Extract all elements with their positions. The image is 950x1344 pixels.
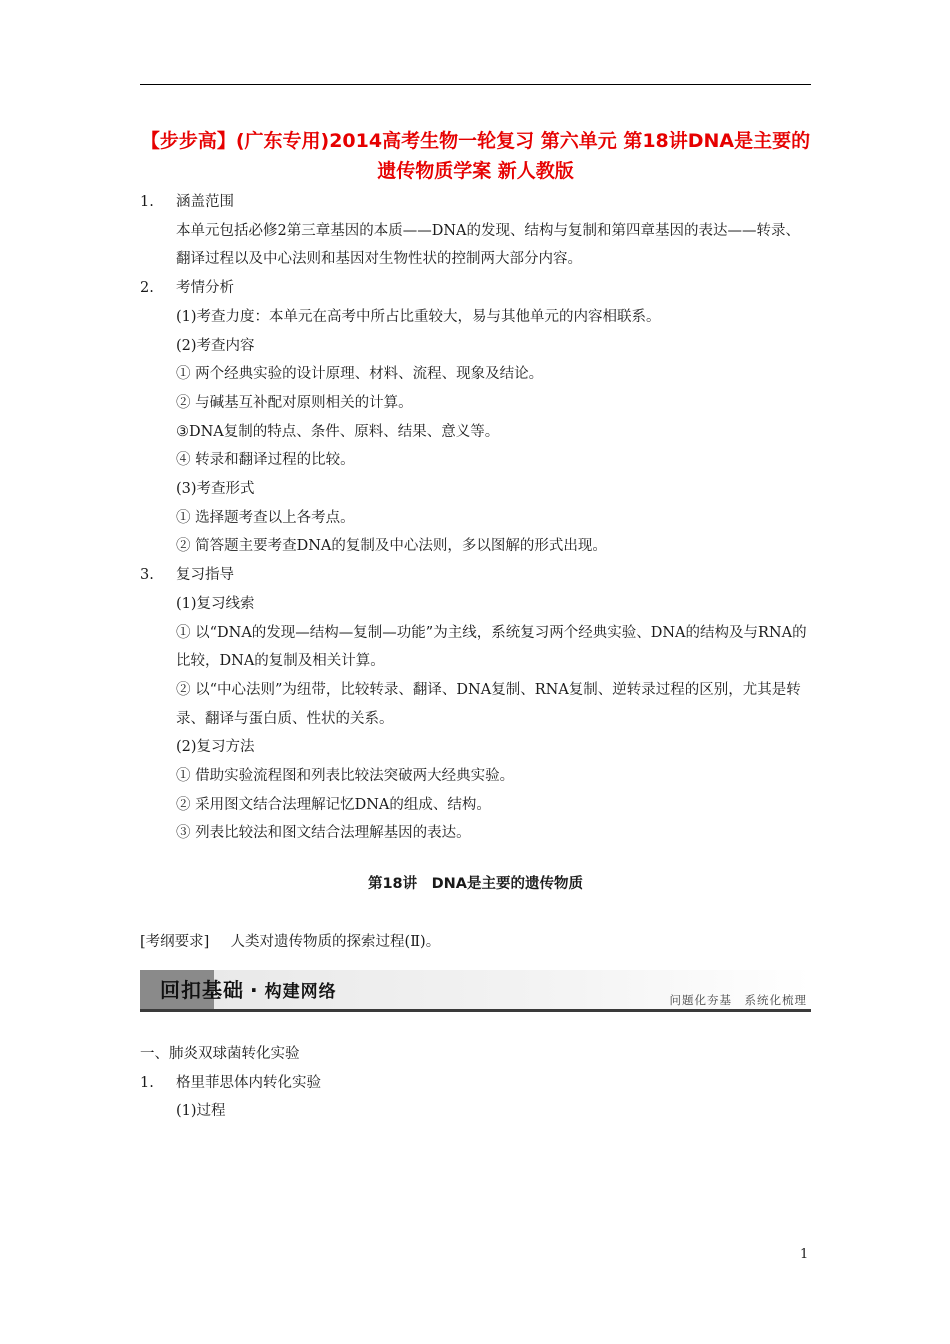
banner-tagline: 问题化夯基 系统化梳理 (669, 993, 807, 1007)
exam-requirement-text: 人类对遗传物质的探索过程(Ⅱ)。 (230, 934, 441, 950)
banner-subtitle: 构建网络 (264, 982, 337, 1002)
paragraph: ② 与碱基互补配对原则相关的计算。 (176, 394, 413, 411)
paragraph: ② 采用图文结合法理解记忆DNA的组成、结构。 (176, 796, 491, 813)
overview-content (140, 188, 811, 848)
item-heading (140, 561, 811, 590)
paragraph: ① 以“DNA的发现—结构—复制—功能”为主线，系统复习两个经典实验、DNA的结构及与RNA的比较，DNA的复制及相关计算。 (176, 624, 807, 670)
item-heading (140, 188, 811, 217)
section-content (140, 1040, 811, 1126)
lecture-heading: 第18讲 DNA是主要的遗传物质 (367, 876, 584, 892)
exam-requirement-label: [考纲要求] (140, 934, 210, 950)
paragraph: (3)考查形式 (176, 481, 255, 498)
section-heading: 一、肺炎双球菌转化实验 (140, 1046, 300, 1062)
paragraph: (1)复习线索 (176, 595, 255, 612)
item-heading-text: 格里菲思体内转化实验 (176, 1074, 321, 1091)
page-number: 1 (800, 1247, 809, 1262)
paragraph: ③ 列表比较法和图文结合法理解基因的表达。 (176, 825, 471, 842)
paragraph: ① 选择题考查以上各考点。 (176, 509, 355, 526)
exam-requirement (140, 928, 811, 956)
document-title: 【步步高】(广东专用)2014高考生物一轮复习 第六单元 第18讲DNA是主要的遗传物质学案 新人教版 (140, 130, 811, 182)
paragraph: ③DNA复制的特点、条件、原料、结果、意义等。 (176, 423, 500, 440)
item-heading-text: 复习指导 (176, 567, 234, 584)
item-heading (140, 274, 811, 303)
item-heading-text: 考情分析 (176, 280, 234, 297)
item-number: 1. (140, 194, 154, 210)
paragraph: ① 两个经典实验的设计原理、材料、流程、现象及结论。 (176, 366, 544, 383)
section-banner (140, 970, 811, 1012)
paragraph: (1)考查力度：本单元在高考中所占比重较大，易与其他单元的内容相联系。 (176, 308, 661, 325)
item-number: 1. (140, 1074, 154, 1091)
header-rule (140, 84, 811, 85)
paragraph: ② 以“中心法则”为纽带，比较转录、翻译、DNA复制、RNA复制、逆转录过程的区别，尤其是转录、翻译与蛋白质、性状的关系。 (176, 681, 801, 727)
item-number: 2. (140, 280, 154, 297)
banner-title (160, 974, 337, 1003)
item-heading-text: 涵盖范围 (176, 194, 234, 210)
item-heading (140, 1069, 811, 1098)
banner-title-main: 回扣基础 (160, 978, 244, 1002)
item-number: 3. (140, 567, 154, 584)
paragraph: 本单元包括必修2第三章基因的本质——DNA的发现、结构与复制和第四章基因的表达——转录、翻译过程以及中心法则和基因对生物性状的控制两大部分内容。 (176, 222, 801, 268)
banner-dot: · (250, 978, 259, 1002)
paragraph: ① 借助实验流程图和列表比较法突破两大经典实验。 (176, 768, 515, 785)
paragraph: (2)复习方法 (176, 739, 255, 756)
paragraph: ② 简答题主要考查DNA的复制及中心法则，多以图解的形式出现。 (176, 538, 607, 555)
paragraph: (1)过程 (176, 1103, 226, 1120)
paragraph: (2)考查内容 (176, 337, 255, 354)
paragraph: ④ 转录和翻译过程的比较。 (176, 452, 355, 469)
